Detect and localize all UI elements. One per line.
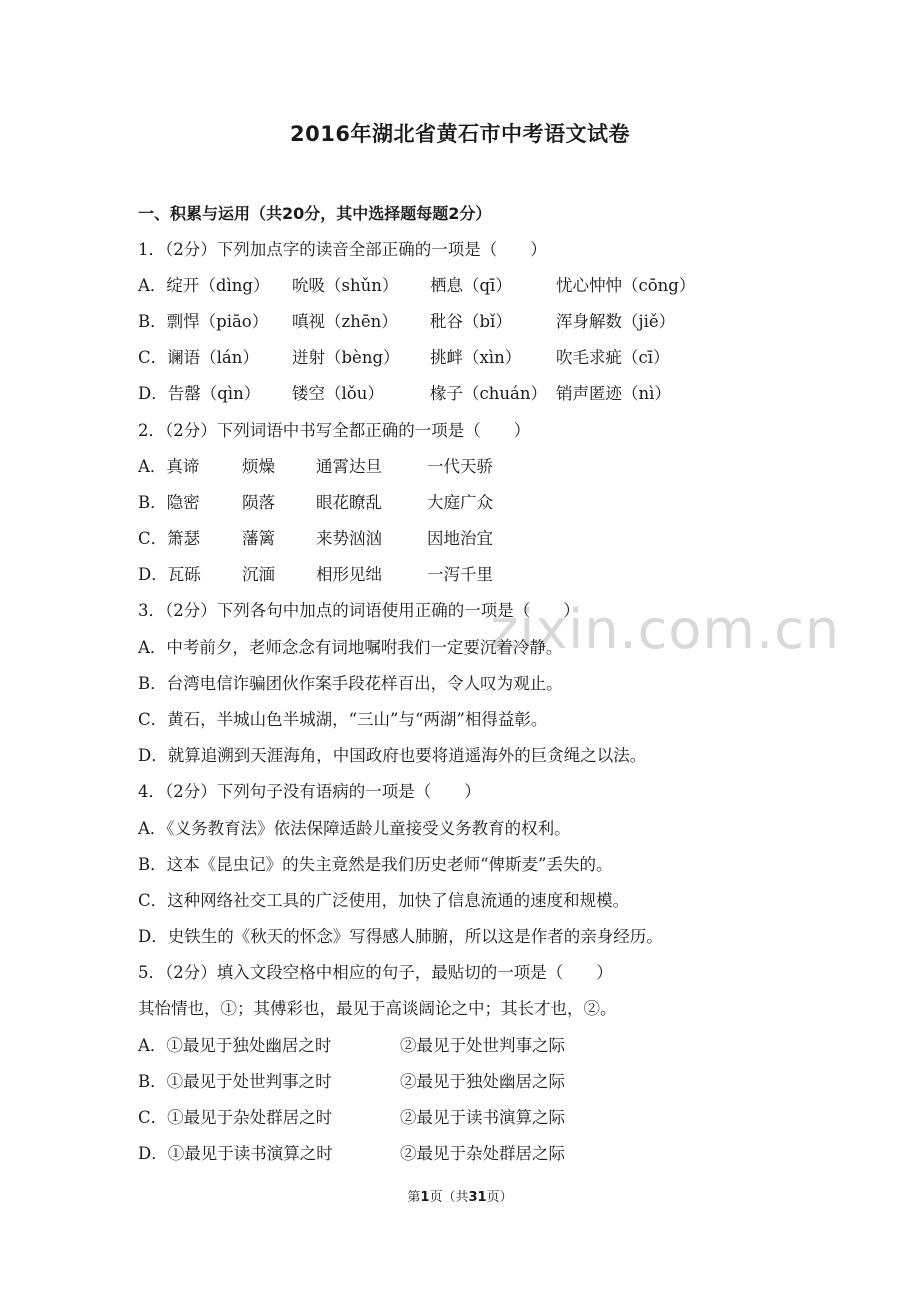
- section-heading: 一、积累与运用（共20分，其中选择题每题2分）: [138, 204, 492, 223]
- question-3-option-c: C．黄石，半城山色半城湖，“三山”与“两湖”相得益彰。: [138, 710, 548, 729]
- option-cell: 陨落: [242, 493, 275, 512]
- watermark: zixin.com.cn: [490, 598, 841, 661]
- option-cell: 秕谷（bǐ）: [430, 312, 512, 331]
- option-cell: 迸射（bèng）: [292, 348, 400, 367]
- option-cell: 一代天骄: [427, 457, 493, 476]
- option-cell: D．告罄（qìn）: [138, 384, 261, 403]
- question-2-option-a: [138, 455, 493, 479]
- page-title: 2016年湖北省黄石市中考语文试卷: [290, 122, 630, 146]
- option-cell: 烦燥: [242, 457, 275, 476]
- question-5-passage: 其怡情也，①；其傅彩也，最见于高谈阔论之中；其长才也，②。: [138, 999, 617, 1018]
- option-cell: A．绽开（dìng）: [138, 276, 270, 295]
- question-1-option-b: [138, 310, 675, 334]
- footer-text: 第: [407, 1190, 421, 1205]
- question-4-option-a: A．《义务教育法》依法保障适龄儿童接受义务教育的权利。: [138, 819, 571, 838]
- option-cell: 通霄达旦: [316, 457, 382, 476]
- option-cell: 浑身解数（jiě）: [556, 312, 676, 331]
- option-cell: ②最见于处世判事之际: [400, 1036, 565, 1055]
- option-cell: 一泻千里: [427, 565, 493, 584]
- option-cell: ②最见于杂处群居之际: [400, 1144, 565, 1163]
- option-cell: 来势汹汹: [316, 529, 382, 548]
- option-cell: 嗔视（zhēn）: [292, 312, 398, 331]
- option-cell: B．剽悍（piāo）: [138, 312, 269, 331]
- option-cell: D．瓦砾: [138, 565, 201, 584]
- option-cell: ②最见于独处幽居之际: [400, 1072, 565, 1091]
- option-cell: 挑衅（xìn）: [430, 348, 522, 367]
- question-5-option-b: [138, 1070, 565, 1094]
- question-5-stem: 5．（2分）填入文段空格中相应的句子，最贴切的一项是（ ）: [138, 963, 613, 982]
- question-4-stem: 4．（2分）下列句子没有语病的一项是（ ）: [138, 782, 481, 801]
- option-cell: 吹毛求疵（cī）: [556, 348, 670, 367]
- page-number: 1: [420, 1190, 430, 1205]
- question-4-option-d: D．史铁生的《秋天的怀念》写得感人肺腑，所以这是作者的亲身经历。: [138, 927, 663, 946]
- question-1-option-c: [138, 346, 670, 370]
- option-cell: 销声匿迹（nì）: [556, 384, 671, 403]
- question-5-option-d: [138, 1142, 565, 1166]
- question-5-option-c: [138, 1106, 565, 1130]
- question-4-option-b: B．这本《昆虫记》的失主竟然是我们历史老师“俾斯麦”丢失的。: [138, 855, 613, 874]
- page-total: 31: [468, 1190, 487, 1205]
- option-cell: C．①最见于杂处群居之时: [138, 1108, 333, 1127]
- option-cell: 吮吸（shǔn）: [292, 276, 399, 295]
- option-cell: 忧心忡忡（cōng）: [556, 276, 696, 295]
- question-3-option-a: A．中考前夕，老师念念有词地嘱咐我们一定要沉着冷静。: [138, 638, 563, 657]
- option-cell: 沉湎: [242, 565, 275, 584]
- question-5-option-a: [138, 1034, 565, 1058]
- option-cell: ②最见于读书演算之际: [400, 1108, 565, 1127]
- question-4-option-c: C．这种网络社交工具的广泛使用，加快了信息流通的速度和规模。: [138, 891, 630, 910]
- question-3-stem: 3．（2分）下列各句中加点的词语使用正确的一项是（ ）: [138, 601, 580, 620]
- option-cell: C．谰语（lán）: [138, 348, 259, 367]
- option-cell: B．①最见于处世判事之时: [138, 1072, 332, 1091]
- option-cell: C．箫瑟: [138, 529, 201, 548]
- option-cell: 因地治宜: [427, 529, 493, 548]
- question-1-option-a: [138, 274, 695, 298]
- option-cell: 眼花瞭乱: [316, 493, 382, 512]
- question-3-option-b: B．台湾电信诈骗团伙作案手段花样百出，令人叹为观止。: [138, 674, 563, 693]
- option-cell: 镂空（lǒu）: [292, 384, 384, 403]
- footer-text: 页）: [486, 1190, 513, 1205]
- option-cell: 椽子（chuán）: [430, 384, 547, 403]
- footer-text: 页（共: [429, 1190, 469, 1205]
- option-cell: 相形见绌: [316, 565, 382, 584]
- option-cell: B．隐密: [138, 493, 200, 512]
- question-2-option-c: [138, 527, 493, 551]
- question-2-option-b: [138, 491, 493, 515]
- question-1-stem: 1．（2分）下列加点字的读音全部正确的一项是（ ）: [138, 240, 547, 259]
- question-3-option-d: D．就算追溯到天涯海角，中国政府也要将逍遥海外的巨贪绳之以法。: [138, 746, 647, 765]
- question-2-stem: 2．（2分）下列词语中书写全都正确的一项是（ ）: [138, 421, 531, 440]
- option-cell: 栖息（qī）: [430, 276, 512, 295]
- option-cell: 藩篱: [242, 529, 275, 548]
- option-cell: 大庭广众: [427, 493, 493, 512]
- option-cell: A．真谛: [138, 457, 200, 476]
- question-1-option-d: [138, 382, 671, 406]
- page-footer: [0, 1186, 920, 1205]
- option-cell: A．①最见于独处幽居之时: [138, 1036, 332, 1055]
- option-cell: D．①最见于读书演算之时: [138, 1144, 333, 1163]
- question-2-option-d: [138, 563, 493, 587]
